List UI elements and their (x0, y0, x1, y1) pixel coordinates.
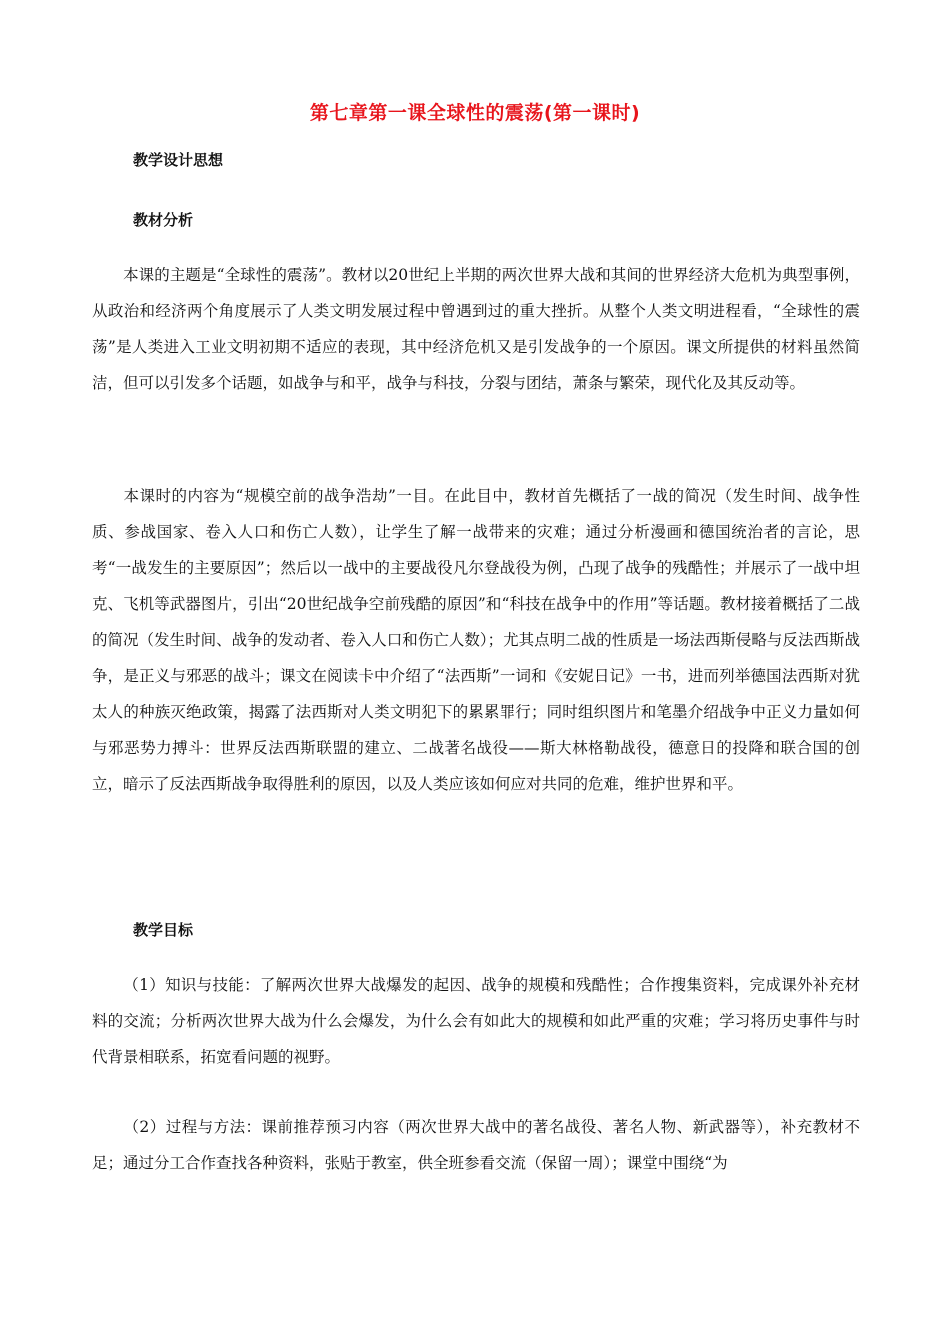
paragraph-content (92, 478, 860, 802)
paragraph-theme-text: 本课的主题是“全球性的震荡”。教材以20世纪上半期的两次世界大战和其间的世界经济大危机为典型事例，从政治和经济两个角度展示了人类文明发展过程中曾遇到过的重大挫折。从整个人类文明进程看，“全球性的震荡”是人类进入工业文明初期不适应的表现，其中经济危机又是引发战争的一个原因。课文所提供的材料虽然简洁，但可以引发多个话题，如战争与和平，战争与科技，分裂与团结，萧条与繁荣，现代化及其反动等。 (92, 266, 860, 392)
heading-design-idea: 教学设计思想 (133, 151, 224, 169)
heading-teaching-goals: 教学目标 (133, 921, 194, 939)
paragraph-goal-knowledge (92, 967, 860, 1075)
paragraph-goal-knowledge-text: （1）知识与技能：了解两次世界大战爆发的起因、战争的规模和残酷性；合作搜集资料，完成课外补充材料的交流；分析两次世界大战为什么会爆发，为什么会有如此大的规模和如此严重的灾难；学习将历史事件与时代背景相联系，拓宽看问题的视野。 (92, 976, 860, 1066)
document-title: 第七章第一课全球性的震荡(第一课时) (309, 102, 641, 124)
heading-material-analysis: 教材分析 (133, 211, 194, 229)
paragraph-goal-process (92, 1109, 860, 1181)
paragraph-goal-process-text: （2）过程与方法：课前推荐预习内容（两次世界大战中的著名战役、著名人物、新武器等），补充教材不足；通过分工合作查找各种资料，张贴于教室，供全班参看交流（保留一周）；课堂中围绕“为 (92, 1118, 860, 1172)
paragraph-content-text: 本课时的内容为“规模空前的战争浩劫”一目。在此目中，教材首先概括了一战的简况（发生时间、战争性质、参战国家、卷入人口和伤亡人数），让学生了解一战带来的灾难；通过分析漫画和德国统治者的言论，思考“一战发生的主要原因”；然后以一战中的主要战役凡尔登战役为例，凸现了战争的残酷性；并展示了一战中坦克、飞机等武器图片，引出“20世纪战争空前残酷的原因”和“科技在战争中的作用”等话题。教材接着概括了二战的简况（发生时间、战争的发动者、卷入人口和伤亡人数）；尤其点明二战的性质是一场法西斯侵略与反法西斯战争，是正义与邪恶的战斗；课文在阅读卡中介绍了“法西斯”一词和《安妮日记》一书，进而列举德国法西斯对犹太人的种族灭绝政策，揭露了法西斯对人类文明犯下的累累罪行；同时组织图片和笔墨介绍战争中正义力量如何与邪恶势力搏斗：世界反法西斯联盟的建立、二战著名战役——斯大林格勒战役，德意日的投降和联合国的创立，暗示了反法西斯战争取得胜利的原因，以及人类应该如何应对共同的危难，维护世界和平。 (92, 487, 860, 793)
paragraph-theme (92, 257, 860, 401)
